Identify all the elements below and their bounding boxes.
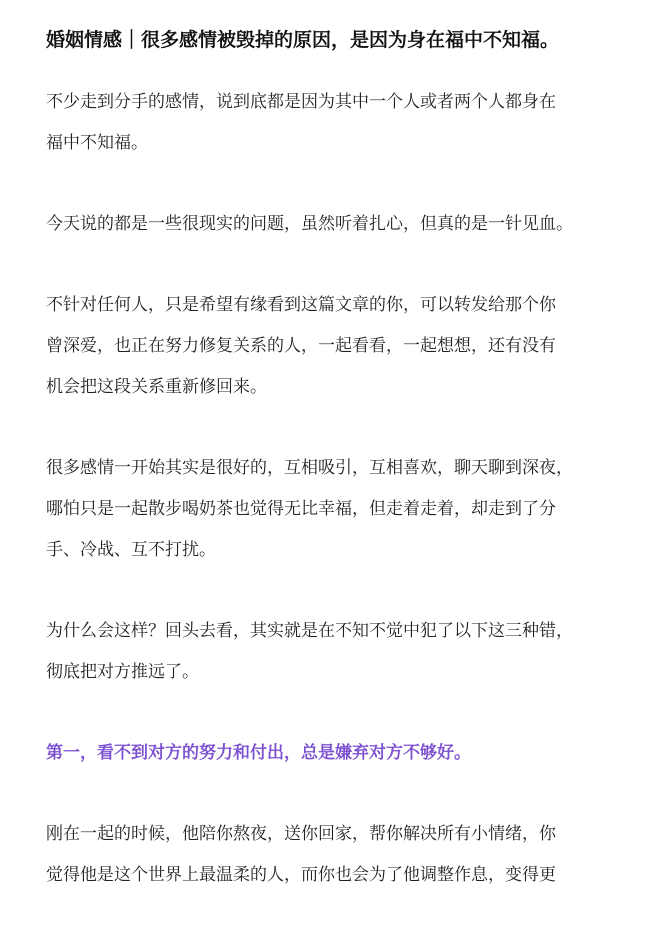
text-line: 哪怕只是一起散步喝奶茶也觉得无比幸福，但走着走着，却走到了分 — [46, 499, 556, 519]
text-line: 机会把这段关系重新修回来。 — [46, 377, 267, 397]
paragraph-6 — [46, 814, 626, 896]
paragraph-5 — [46, 611, 626, 693]
text-line: 觉得他是这个世界上最温柔的人，而你也会为了他调整作息，变得更 — [46, 865, 556, 885]
text-line: 很多感情一开始其实是很好的，互相吸引，互相喜欢，聊天聊到深夜， — [46, 458, 573, 478]
paragraph-2 — [46, 204, 626, 245]
text-line: 手、冷战、互不打扰。 — [46, 540, 216, 560]
text-line: 刚在一起的时候，他陪你熬夜，送你回家，帮你解决所有小情绪，你 — [46, 824, 556, 844]
paragraph-3 — [46, 285, 626, 408]
text-line: 不少走到分手的感情，说到底都是因为其中一个人或者两个人都身在 — [46, 92, 556, 112]
text-line: 为什么会这样？回头去看，其实就是在不知不觉中犯了以下这三种错， — [46, 621, 573, 641]
text-line: 今天说的都是一些很现实的问题，虽然听着扎心，但真的是一针见血。 — [46, 214, 573, 234]
text-line: 福中不知福。 — [46, 133, 148, 153]
text-line: 彻底把对方推远了。 — [46, 662, 199, 682]
article-title: 婚姻情感｜很多感情被毁掉的原因，是因为身在福中不知福。 — [46, 29, 560, 51]
section-heading: 第一，看不到对方的努力和付出，总是嫌弃对方不够好。 — [46, 743, 471, 763]
paragraph-4 — [46, 448, 626, 571]
text-line: 曾深爱，也正在努力修复关系的人，一起看看，一起想想，还有没有 — [46, 336, 556, 356]
text-line: 不针对任何人，只是希望有缘看到这篇文章的你，可以转发给那个你 — [46, 295, 556, 315]
article-body — [46, 26, 626, 896]
paragraph-1 — [46, 82, 626, 164]
